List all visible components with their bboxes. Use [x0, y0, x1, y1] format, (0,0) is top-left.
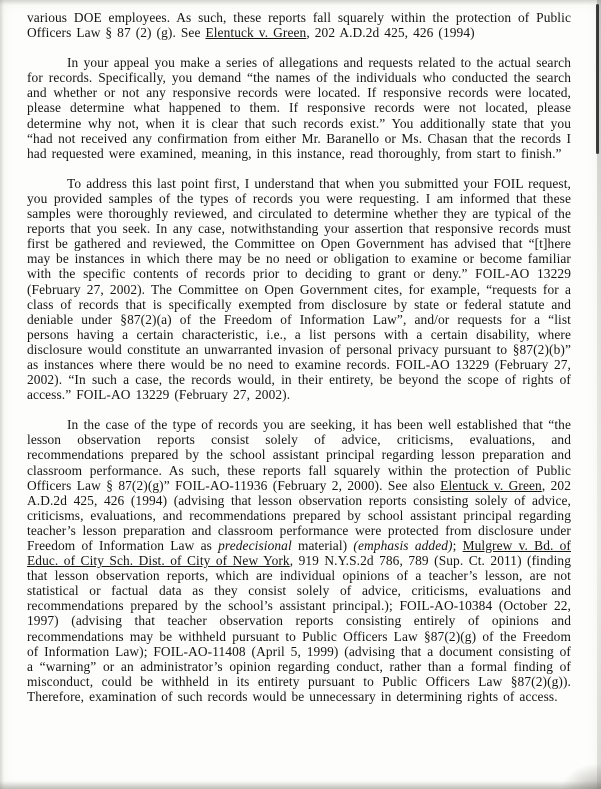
paragraph — [27, 10, 571, 40]
text-segment: In the case of the type of records you are seeking, it has been well established that “the lesson observation reports consist solely of advice, criticisms, evaluations, and recommendations prepared by the school assistant principal regarding lesson preparation and classroom performance. As such, these reports fall squarely within the protection of Public Officers Law § 87(2)(g)” FOIL-AO-11936 (February 2, 2000). See also — [27, 417, 571, 493]
text-segment: various DOE employees. As such, these reports fall squarely within the protection of Public Officers Law § 87 (2) (g). See — [27, 10, 571, 41]
text-segment: In your appeal you make a series of allegations and requests related to the actual search for records. Specifically, you demand “the names of the individuals who conducted the search and whether or not any responsive records were located. If responsive records were located, please determine what happened to them. If responsive records were not located, please determine why not, when it is clear that such records exist.” You additionally state that you “had not received any confirmation from either Mr. Baranello or Ms. Chasan that the records I had requested were examined, meaning, in this instance, read thoroughly, from start to finish.” — [27, 55, 571, 161]
case-citation: Mulgrew v. Bd. of Educ. of City Sch. Dist. of City of New York — [27, 538, 571, 569]
text-segment: , 202 A.D.2d 425, 426 (1994) (advising that lesson observation reports consisting solely of advice, criticisms, evaluations, and recommendations prepared by school assistant principal regarding teacher’s lesson preparation and classroom performance were protected from disclosure under Freedom of Information Law as — [27, 477, 571, 553]
emphasis-text: predecisional — [218, 538, 292, 553]
text-segment: , 919 N.Y.S.2d 786, 789 (Sup. Ct. 2011) (finding that lesson observation reports, which are individual opinions of a teacher’s lesson, are not statistical or factual data as they consist solely of advice, criticisms, evaluations and recommendations prepared by the school’s assistant principal.); FOIL-AO-10384 (October 22, 1997) (advising that teacher observation reports consisting entirely of opinions and recommendations may be withheld pursuant to Public Officers Law §87(2)(g) of the Freedom of Information Law); FOIL-AO-11408 (April 5, 1999) (advising that a document consisting of a “warning” or an administrator’s opinion regarding conduct, rather than a formal finding of misconduct, could be withheld in its entirety pursuant to Public Officers Law §87(2)(g)). Therefore, examination of such records would be unnecessary in determining rights of access. — [27, 553, 571, 704]
scan-artifact-top-edge — [0, 0, 601, 5]
scan-artifact-right-line — [596, 4, 599, 154]
scan-artifact-bottom-right-corner — [561, 763, 601, 789]
text-segment: To address this last point first, I understand that when you submitted your FOIL request, you provided samples of the types of records you were requesting. I am informed that these samples were thoroughly reviewed, and circulated to determine whether they are typical of the reports that you seek. In any case, notwithstanding your assertion that responsive records must first be gathered and reviewed, the Committee on Open Government has advised that “[t]here may be instances in which there may be no need or obligation to examine or become familiar with the specific contents of records prior to deciding to grant or deny.” FOIL-AO 13229 (February 27, 2002). The Committee on Open Government cites, for example, “requests for a class of records that is specifically exempted from disclosure by state or federal statute and deniable under §87(2)(a) of the Freedom of Information Law”, and/or requests for a “list persons having a certain characteristic, i.e., a list persons with a certain disability, where disclosure would constitute an unwarranted invasion of personal privacy pursuant to §87(2)(b)” as instances where there would be no need to examine records. FOIL-AO 13229 (February 27, 2002). “In such a case, the records would, in their entirety, be beyond the scope of rights of access.” FOIL-AO 13229 (February 27, 2002). — [27, 175, 571, 403]
scan-artifact-left-edge — [0, 0, 4, 789]
text-segment: material) — [291, 538, 354, 553]
case-citation: Elentuck v. Green — [205, 25, 307, 41]
case-citation: Elentuck v. Green — [440, 477, 542, 493]
scan-artifact-bottom-edge — [0, 781, 601, 789]
paragraph — [27, 55, 571, 161]
scan-artifact-right-edge — [597, 0, 601, 789]
paragraph — [27, 417, 571, 704]
emphasis-text: (emphasis added) — [353, 538, 453, 553]
text-segment: ; — [452, 538, 463, 553]
text-segment: , 202 A.D.2d 425, 426 (1994) — [306, 25, 475, 41]
document-body — [27, 10, 571, 719]
paragraph — [27, 176, 571, 402]
